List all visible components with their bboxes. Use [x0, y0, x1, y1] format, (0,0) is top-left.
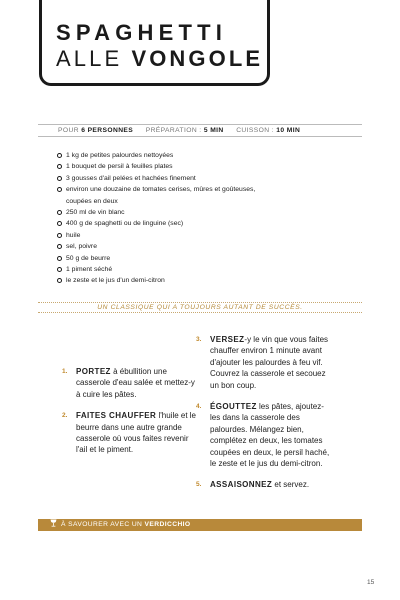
step-verb: ÉGOUTTEZ: [210, 402, 257, 412]
bullet-icon: [57, 210, 62, 215]
ingredient-item: [57, 275, 257, 286]
step-text: l'huile et le beurre dans une autre grande casserole où vous faites revenir l'ail et le piment.: [76, 411, 197, 455]
pairing-prefix: À SAVOURER AVEC UN: [61, 521, 143, 528]
ingredient-text: environ une douzaine de tomates cerises, mûres et goûteuses, coupées en deux: [66, 186, 256, 205]
ingredient-text: huile: [66, 231, 81, 239]
ingredient-item: [57, 161, 257, 172]
ingredient-text: 3 gousses d'ail pelées et hachées finement: [66, 174, 196, 182]
prep-time-value: 5 MIN: [203, 127, 224, 134]
bullet-icon: [57, 164, 62, 169]
step-item: [196, 334, 331, 391]
cook-time-label: CUISSON :: [236, 127, 274, 134]
step-item: [196, 401, 331, 469]
step-number: 1.: [62, 368, 68, 375]
step-verb: VERSEZ: [210, 335, 245, 344]
ingredient-text: 50 g de beurre: [66, 254, 111, 262]
title-line1: SPAGHETTI: [56, 20, 228, 45]
bullet-icon: [57, 153, 62, 158]
step-item: [62, 366, 197, 400]
step-number: 2.: [62, 412, 68, 420]
step-text: les pâtes, ajoutez-les dans la casserole des palourdes. Mélangez bien, complétez en deux, les tomates coupées en deux, le persil haché, le zeste et le jus du demi-citron.: [210, 402, 330, 469]
step-number: 3.: [196, 336, 202, 343]
step-text: à ébullition une casserole d'eau salée et mettez-y à cuire les pâtes.: [76, 367, 195, 399]
cook-time-value: 10 MIN: [276, 127, 301, 134]
ingredient-item: [57, 230, 257, 241]
bullet-icon: [57, 221, 62, 226]
ingredient-item: [57, 253, 257, 264]
bullet-icon: [57, 233, 62, 238]
bullet-icon: [57, 187, 62, 192]
title-line2-bold: VONGOLE: [131, 46, 264, 71]
step-number: 4.: [196, 403, 202, 411]
steps-column-left: [62, 366, 197, 466]
step-number: 5.: [196, 481, 202, 489]
ingredient-item: [57, 150, 257, 161]
bullet-icon: [57, 267, 62, 272]
page-number: 15: [367, 579, 375, 586]
servings-value: 6 PERSONNES: [81, 127, 134, 134]
bullet-icon: [57, 244, 62, 249]
ingredient-list: [57, 150, 257, 287]
step-text: et servez.: [272, 480, 310, 490]
title-line2-light: ALLE: [56, 46, 123, 71]
bullet-icon: [57, 278, 62, 283]
step-item: [62, 410, 197, 456]
step-verb: ASSAISONNEZ: [210, 480, 273, 490]
recipe-meta-bar: [38, 124, 362, 137]
step-verb: PORTEZ: [76, 367, 111, 376]
step-text: -y le vin que vous faites chauffer environ 1 minute avant d'ajouter les palourdes à feu vif. Couvrez la casserole et secouez un bon coup.: [210, 335, 329, 390]
title-line2: [56, 46, 263, 72]
pairing-wine: VERDICCHIO: [144, 521, 191, 528]
step-item: [196, 479, 331, 490]
ingredient-text: sel, poivre: [66, 243, 97, 251]
wine-glass-icon: [50, 519, 57, 527]
bullet-icon: [57, 256, 62, 261]
steps-column-right: [196, 334, 331, 501]
ingredient-item: [57, 184, 257, 207]
step-verb: FAITES CHAUFFER: [76, 411, 157, 421]
servings-label: POUR: [58, 127, 79, 134]
ingredient-text: 400 g de spaghetti ou de linguine (sec): [66, 220, 184, 228]
prep-time-label: PRÉPARATION :: [145, 127, 202, 134]
wine-pairing-band: [38, 519, 362, 531]
bullet-icon: [57, 176, 62, 181]
ingredient-text: 1 bouquet de persil à feuilles plates: [66, 163, 173, 171]
ingredient-item: [57, 241, 257, 252]
ingredient-text: 1 kg de petites palourdes nettoyées: [66, 152, 174, 159]
ingredient-item: [57, 173, 257, 184]
ingredient-item: [57, 264, 257, 275]
ingredient-text: 1 piment séché: [66, 266, 113, 274]
ingredient-item: [57, 218, 257, 229]
ingredient-item: [57, 207, 257, 218]
ingredient-text: 250 ml de vin blanc: [66, 209, 125, 217]
tagline: UN CLASSIQUE QUI A TOUJOURS AUTANT DE SUCCÈS.: [38, 302, 362, 313]
title-box: [39, 0, 270, 86]
ingredient-text: le zeste et le jus d'un demi-citron: [66, 277, 165, 285]
